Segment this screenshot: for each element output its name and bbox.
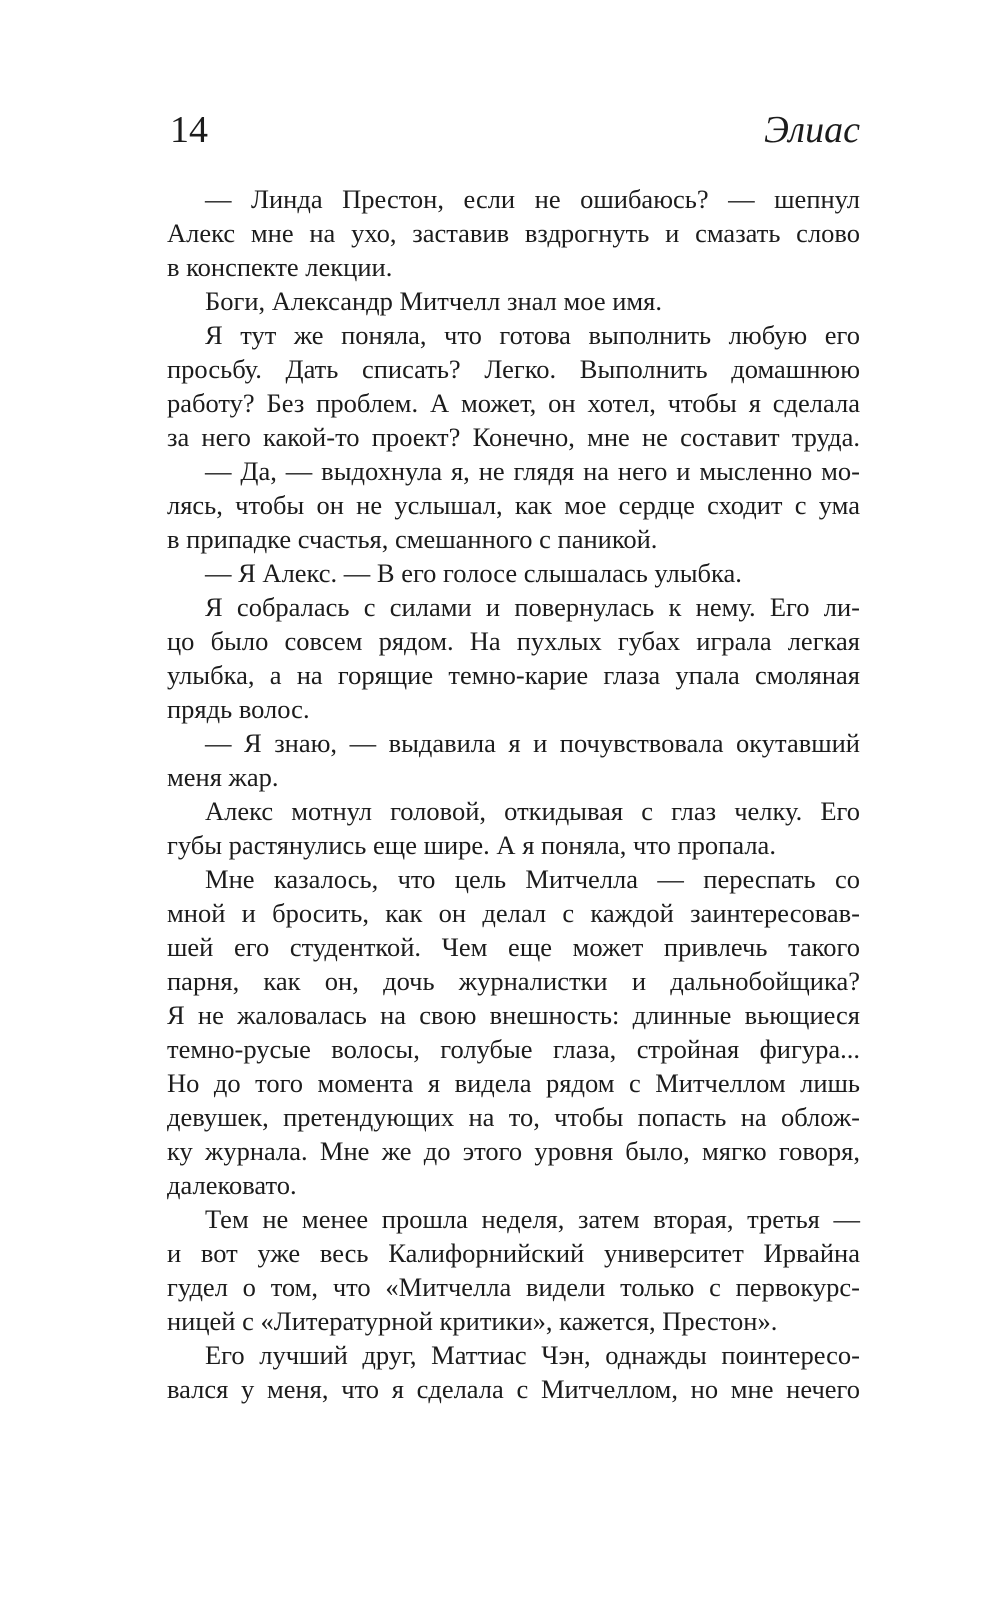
page-header [170,108,860,168]
text-line: Я тут же поняла, что готова выполнить любую его [205,320,860,350]
text-line: за него какой-то проект? Конечно, мне не составит труда. [167,422,860,452]
text-line: губы растянулись еще шире. А я поняла, что пропала. [167,830,776,860]
text-line: Алекс мотнул головой, откидывая с глаз челку. Его [205,796,860,826]
text-line: работу? Без проблем. А может, он хотел, чтобы я сделала [167,388,860,418]
text-line: девушек, претендующих на то, чтобы попасть на облож- [167,1102,860,1132]
text-line: ку журнала. Мне же до этого уровня было, мягко говоря, [167,1136,860,1166]
text-line: гудел о том, что «Митчелла видели только с первокурс- [167,1272,860,1302]
text-line: темно-русые волосы, голубые глаза, стройная фигура... [167,1034,860,1064]
text-line: шей его студенткой. Чем еще может привлечь такого [167,932,860,962]
text-line: Но до того момента я видела рядом с Митчеллом лишь [167,1068,860,1098]
text-line: Его лучший друг, Маттиас Чэн, однажды поинтересо- [205,1340,860,1370]
page-number: 14 [170,109,208,151]
text-line: Мне казалось, что цель Митчелла — переспать со [205,864,860,894]
text-line: лясь, чтобы он не услышал, как мое сердце сходит с ума [167,490,860,520]
text-line: далековато. [167,1170,297,1200]
text-line: цо было совсем рядом. На пухлых губах играла легкая [167,626,860,656]
text-line: Боги, Александр Митчелл знал мое имя. [205,286,662,316]
text-line: — Я Алекс. — В его голосе слышалась улыбка. [205,558,742,588]
text-line: улыбка, а на горящие темно-карие глаза упала смоляная [167,660,860,690]
text-line: Алекс мне на ухо, заставив вздрогнуть и смазать слово [167,218,860,248]
text-line: меня жар. [167,762,279,792]
text-line: вался у меня, что я сделала с Митчеллом, но мне нечего [167,1374,860,1404]
text-line: в припадке счастья, смешанного с паникой. [167,524,658,554]
text-line: Я собралась с силами и повернулась к нему. Его ли- [205,592,860,622]
text-line: в конспекте лекции. [167,252,393,282]
text-line: Тем не менее прошла неделя, затем вторая, третья — [205,1204,860,1234]
running-title: Элиас [763,109,860,151]
text-line: — Линда Престон, если не ошибаюсь? — шепнул [205,184,860,214]
text-line: Я не жаловалась на свою внешность: длинные вьющиеся [167,1000,860,1030]
text-line: ницей с «Литературной критики», кажется, Престон». [167,1306,778,1336]
text-line: мной и бросить, как он делал с каждой заинтересовав- [167,898,860,928]
text-line: прядь волос. [167,694,310,724]
text-line: — Да, — выдохнула я, не глядя на него и мысленно мо- [205,456,860,486]
text-line: и вот уже весь Калифорнийский университет Ирвайна [167,1238,860,1268]
body-text [167,182,860,1406]
text-line: — Я знаю, — выдавила я и почувствовала окутавший [205,728,860,758]
text-line: просьбу. Дать списать? Легко. Выполнить домашнюю [167,354,860,384]
text-line: парня, как он, дочь журналистки и дальнобойщика? [167,966,860,996]
